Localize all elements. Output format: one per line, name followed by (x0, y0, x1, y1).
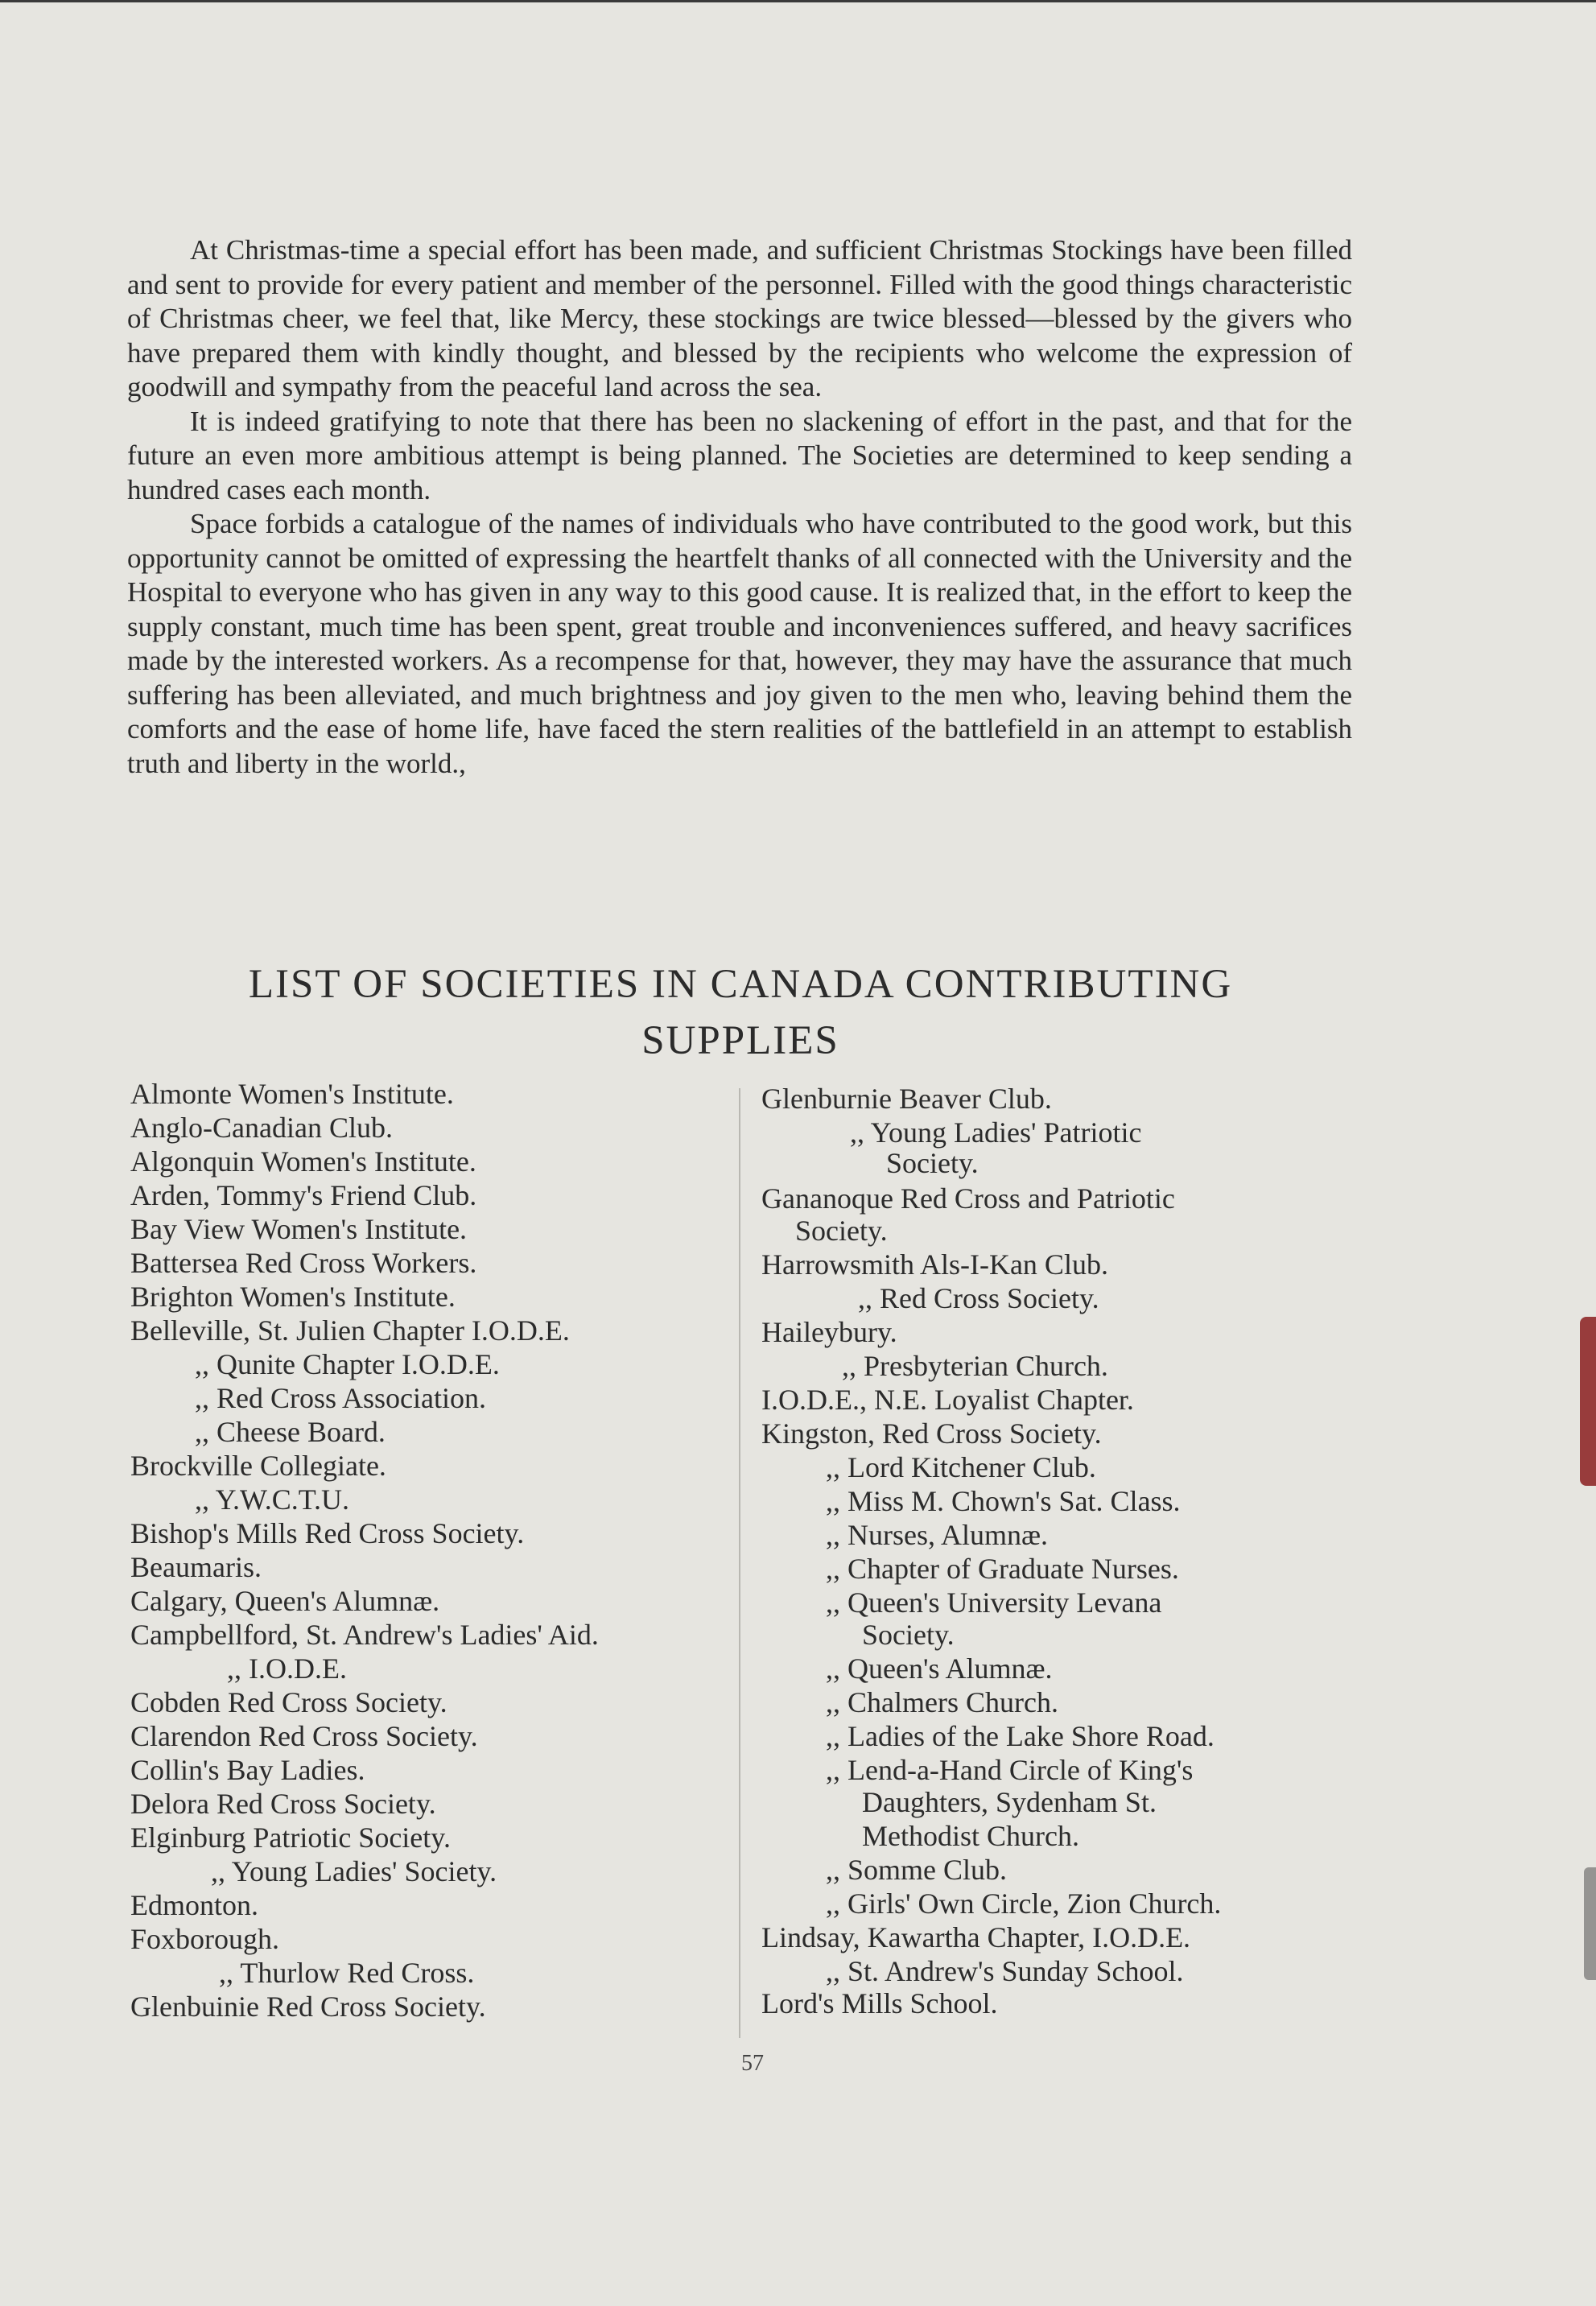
society-entry: Glenburnie Beaver Club. (761, 1083, 1052, 1115)
society-entry: Brighton Women's Institute. (130, 1281, 456, 1313)
society-entry: Edmonton. (130, 1889, 258, 1921)
society-entry: ,, Nurses, Alumnæ. (826, 1519, 1049, 1551)
society-entry: ,, Queen's Alumnæ. (826, 1652, 1053, 1685)
intro-text (127, 233, 1352, 781)
society-entry: Lord's Mills School. (761, 1987, 998, 2019)
society-entry: Bishop's Mills Red Cross Society. (130, 1517, 525, 1549)
society-entry: Arden, Tommy's Friend Club. (130, 1179, 477, 1211)
intro-paragraph: It is indeed gratifying to note that there has been no slackening of effort in the past, and that for the future an even more ambitious attempt is being planned. The Societies are determined to keep sending a hundred cases each month. (127, 405, 1352, 505)
society-entry: ,, Presbyterian Church. (842, 1350, 1108, 1382)
society-entry: Foxborough. (130, 1923, 280, 1955)
society-entry: ,, Qunite Chapter I.O.D.E. (195, 1348, 500, 1380)
society-entry: Methodist Church. (862, 1820, 1079, 1852)
society-entry: Cobden Red Cross Society. (130, 1686, 447, 1718)
society-entry: Glenbuinie Red Cross Society. (130, 1990, 486, 2023)
society-entry: Society. (886, 1147, 979, 1179)
society-entry: ,, Lend-a-Hand Circle of King's (826, 1754, 1194, 1786)
society-entry: Bay View Women's Institute. (130, 1213, 468, 1245)
society-entry: ,, Cheese Board. (195, 1416, 386, 1448)
society-entry: Calgary, Queen's Alumnæ. (130, 1585, 440, 1617)
society-entry: I.O.D.E., N.E. Loyalist Chapter. (761, 1384, 1134, 1416)
society-entry: Anglo-Canadian Club. (130, 1112, 393, 1144)
society-entry: ,, Y.W.C.T.U. (195, 1483, 350, 1516)
society-entry: Almonte Women's Institute. (130, 1078, 454, 1110)
society-entry: Elginburg Patriotic Society. (130, 1821, 451, 1854)
society-entry: Beaumaris. (130, 1551, 262, 1583)
page-edge-shadow (1584, 1867, 1596, 1980)
page-number: 57 (741, 2051, 764, 2076)
intro-paragraph: Space forbids a catalogue of the names of individuals who have contributed to the good work, but this opportunity cannot be omitted of expressing the heartfelt thanks of all connected with the University and the Hospital to everyone who has given in any way to this good cause. It is realized that, in the effort to keep the supply constant, much time has been spent, great trouble and inconveniences suffered, and heavy sacrifices made by the interested workers. As a recompense for that, however, they may have the assurance that much suffering has been alleviated, and much brightness and joy given to the men who, leaving behind them the comforts and the ease of home life, have faced the stern realities of the battlefield in an attempt to establish truth and liberty in the world., (127, 508, 1352, 779)
page-edge-tab (1580, 1317, 1596, 1486)
list-heading-line: SUPPLIES (641, 1018, 839, 1063)
society-entry: ,, Red Cross Society. (858, 1282, 1099, 1314)
society-entry: ,, Lord Kitchener Club. (826, 1451, 1096, 1483)
society-entry: Algonquin Women's Institute. (130, 1145, 476, 1178)
society-entry: Society. (862, 1619, 955, 1651)
list-heading-line: LIST OF SOCIETIES IN CANADA CONTRIBUTING (248, 962, 1233, 1007)
society-entry: ,, Girls' Own Circle, Zion Church. (826, 1887, 1222, 1920)
society-entry: ,, Young Ladies' Society. (211, 1855, 497, 1887)
society-entry: Daughters, Sydenham St. (862, 1786, 1157, 1818)
society-entry: ,, Chapter of Graduate Nurses. (826, 1553, 1179, 1585)
society-entry: Collin's Bay Ladies. (130, 1754, 365, 1786)
society-entry: ,, Young Ladies' Patriotic (850, 1116, 1142, 1149)
society-entry: ,, Thurlow Red Cross. (219, 1957, 475, 1989)
society-entry: ,, Queen's University Levana (826, 1586, 1162, 1619)
society-entry: Lindsay, Kawartha Chapter, I.O.D.E. (761, 1921, 1191, 1953)
society-entry: ,, Red Cross Association. (195, 1382, 487, 1414)
society-entry: Society. (795, 1215, 888, 1247)
list-heading (121, 956, 1360, 1069)
page-top-edge (0, 0, 1596, 2)
society-entry: Delora Red Cross Society. (130, 1788, 436, 1820)
society-entry: Kingston, Red Cross Society. (761, 1417, 1102, 1450)
society-entry: ,, Somme Club. (826, 1854, 1008, 1886)
society-entry: Belleville, St. Julien Chapter I.O.D.E. (130, 1314, 570, 1347)
society-entry: ,, Ladies of the Lake Shore Road. (826, 1720, 1215, 1752)
society-entry: ,, St. Andrew's Sunday School. (826, 1955, 1184, 1987)
society-entry: Battersea Red Cross Workers. (130, 1247, 477, 1279)
column-divider (739, 1088, 740, 2038)
society-entry: ,, Miss M. Chown's Sat. Class. (826, 1485, 1181, 1517)
intro-paragraph: At Christmas-time a special effort has been made, and sufficient Christmas Stockings have been filled and sent to provide for every patient and member of the personnel. Filled with the good things characteristic of Christmas cheer, we feel that, like Mercy, these stockings are twice blessed—blessed by the givers who have prepared them with kindly thought, and blessed by the recipients who welcome the expression of goodwill and sympathy from the peaceful land across the sea. (127, 234, 1352, 402)
society-entry: Gananoque Red Cross and Patriotic (761, 1182, 1175, 1215)
society-entry: Harrowsmith Als-I-Kan Club. (761, 1248, 1108, 1281)
society-entry: Campbellford, St. Andrew's Ladies' Aid. (130, 1619, 599, 1651)
society-entry: Clarendon Red Cross Society. (130, 1720, 478, 1752)
society-entry: Haileybury. (761, 1316, 897, 1348)
society-entry: Brockville Collegiate. (130, 1450, 386, 1482)
society-entry: ,, I.O.D.E. (227, 1652, 347, 1685)
society-entry: ,, Chalmers Church. (826, 1686, 1058, 1718)
